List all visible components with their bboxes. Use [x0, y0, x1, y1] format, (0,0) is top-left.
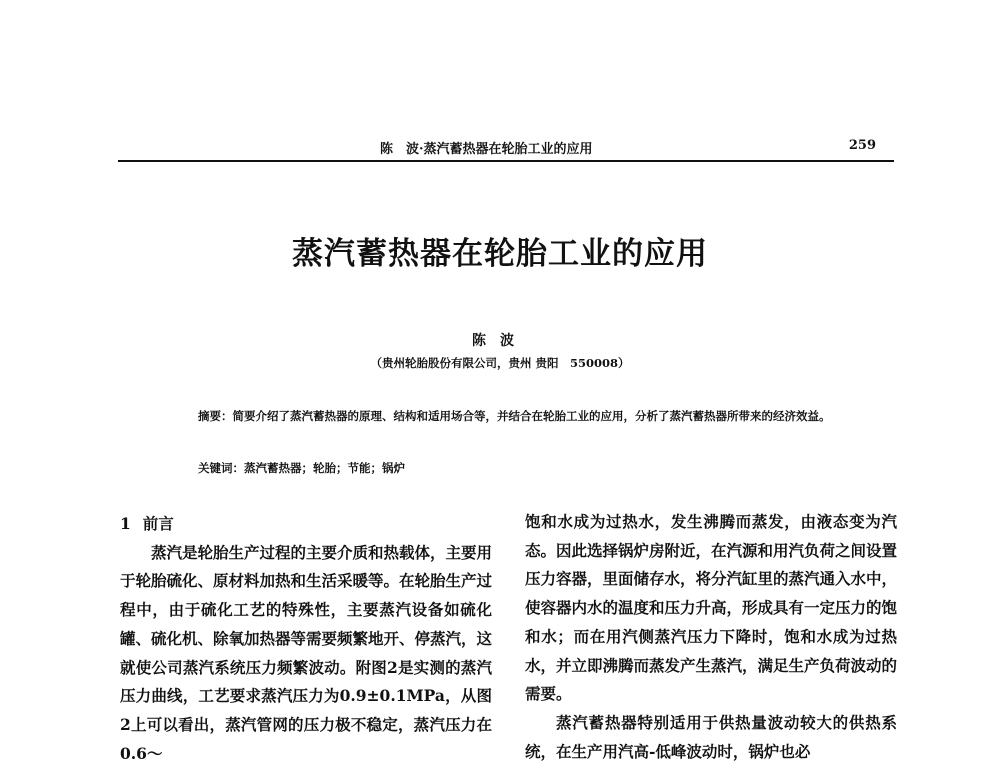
abstract-text: 摘要：简要介绍了蒸汽蓄热器的原理、结构和适用场合等，并结合在轮胎工业的应用，分析了蒸汽蓄热器所带来的经济效益。	[198, 409, 831, 423]
keywords: 关键词：蒸汽蓄热器；轮胎；节能；锅炉	[198, 461, 405, 475]
running-head-title: 陈 波·蒸汽蓄热器在轮胎工业的应用	[380, 142, 593, 157]
author-affiliation: （贵州轮胎股份有限公司，贵州 贵阳 550008）	[370, 356, 630, 370]
header-rule	[118, 160, 894, 162]
section-heading	[120, 510, 492, 539]
section-title: 前言	[142, 514, 174, 533]
abstract	[172, 407, 852, 426]
right-column	[525, 508, 897, 766]
page-number: 259	[848, 138, 876, 153]
section-number: 1	[120, 514, 131, 533]
left-column	[120, 510, 492, 768]
body-paragraph-continued: 饱和水成为过热水，发生沸腾而蒸发，由液态变为汽态。因此选择锅炉房附近，在汽源和用汽负荷之间设置压力容器，里面储存水，将分汽缸里的蒸汽通入水中，使容器内水的温度和压力升高，形成具有一定压力的饱和水；而在用汽侧蒸汽压力下降时，饱和水成为过热水，并立即沸腾而蒸发产生蒸汽，满足生产负荷波动的需要。	[525, 512, 898, 704]
author-name: 陈波	[472, 333, 528, 349]
running-head	[118, 138, 894, 160]
body-paragraph: 蒸汽是轮胎生产过程的主要介质和热载体，主要用于轮胎硫化、原材料加热和生活采暖等。在轮胎生产过程中，由于硫化工艺的特殊性，主要蒸汽设备如硫化罐、硫化机、除氧加热器等需要频繁地开、停蒸汽，这就使公司蒸汽系统压力频繁波动。附图2是实测的蒸汽压力曲线，工艺要求蒸汽压力为0.9±0.1MPa，从图2上可以看出，蒸汽管网的压力极不稳定，蒸汽压力在0.6～	[120, 542, 493, 763]
body-paragraph: 蒸汽蓄热器特别适用于供热量波动较大的供热系统，在生产用汽高-低峰波动时，锅炉也必	[525, 712, 897, 761]
article-title: 蒸汽蓄热器在轮胎工业的应用	[292, 236, 708, 272]
